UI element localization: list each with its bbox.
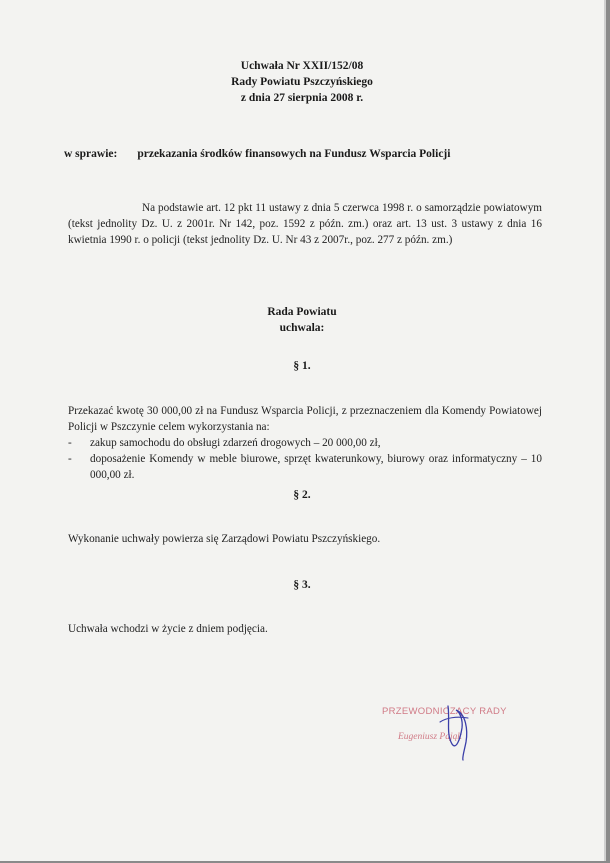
section-1-body [68, 403, 542, 483]
resolution-date: z dnia 27 sierpnia 2008 r. [240, 92, 364, 104]
section-3-body [68, 621, 542, 637]
section-1-mark: § 1. [293, 360, 311, 372]
list-dash: - [68, 453, 72, 465]
list-item-text: zakup samochodu do obsługi zdarzeń drogowych – 20 000,00 zł, [90, 437, 381, 449]
subject-line [64, 148, 450, 160]
chairman-stamp-name: Eugeniusz Pająk [398, 732, 462, 742]
section-2-text: Wykonanie uchwały powierza się Zarządowi Powiatu Pszczyńskiego. [68, 533, 381, 545]
subject-label: w sprawie: [64, 148, 118, 160]
legal-basis-text: Na podstawie art. 12 pkt 11 ustawy z dnia 5 czerwca 1998 r. o samorządzie powiatowym (tekst jednolity Dz. U. z 2001r. Nr 142, poz. 1592 z późn. zm.) oraz art. 13 ust. 3 ustawy z dnia 16 kwietnia 1990 r. o policji (tekst jednolity Dz. U. Nr 43 z 2007r., poz. 277 z późn. zm.) [68, 202, 542, 246]
legal-basis [68, 200, 542, 248]
section-1-list [68, 435, 542, 483]
signature-block [376, 700, 536, 760]
section-1-text: Przekazać kwotę 30 000,00 zł na Fundusz Wsparcia Policji, z przeznaczeniem dla Komendy Powiatowej Policji w Pszczynie celem wykorzystania na: [68, 405, 542, 433]
council-resolves [0, 304, 604, 336]
council-name: Rady Powiatu Pszczyńskiego [231, 76, 373, 88]
resolution-header [0, 58, 604, 106]
section-2-body [68, 531, 542, 547]
subject-text: przekazania środków finansowych na Fundusz Wsparcia Policji [137, 148, 451, 160]
resolution-number: Uchwała Nr XXII/152/08 [240, 60, 364, 72]
list-item [68, 435, 542, 451]
section-3-text: Uchwała wchodzi w życie z dniem podjęcia. [68, 623, 268, 635]
council-label: Rada Powiatu [267, 306, 337, 318]
section-3-mark: § 3. [293, 579, 311, 591]
list-item [68, 451, 542, 483]
list-item-text: doposażenie Komendy w meble biurowe, sprzęt kwaterunkowy, biurowy oraz informatyczny – 10 000,00 zł. [90, 453, 542, 481]
chairman-stamp-title: PRZEWODNICZĄCY RADY [382, 706, 507, 717]
handwritten-signature [426, 700, 486, 762]
list-dash: - [68, 437, 72, 449]
resolves-label: uchwala: [279, 322, 325, 334]
section-2-mark: § 2. [293, 489, 311, 501]
